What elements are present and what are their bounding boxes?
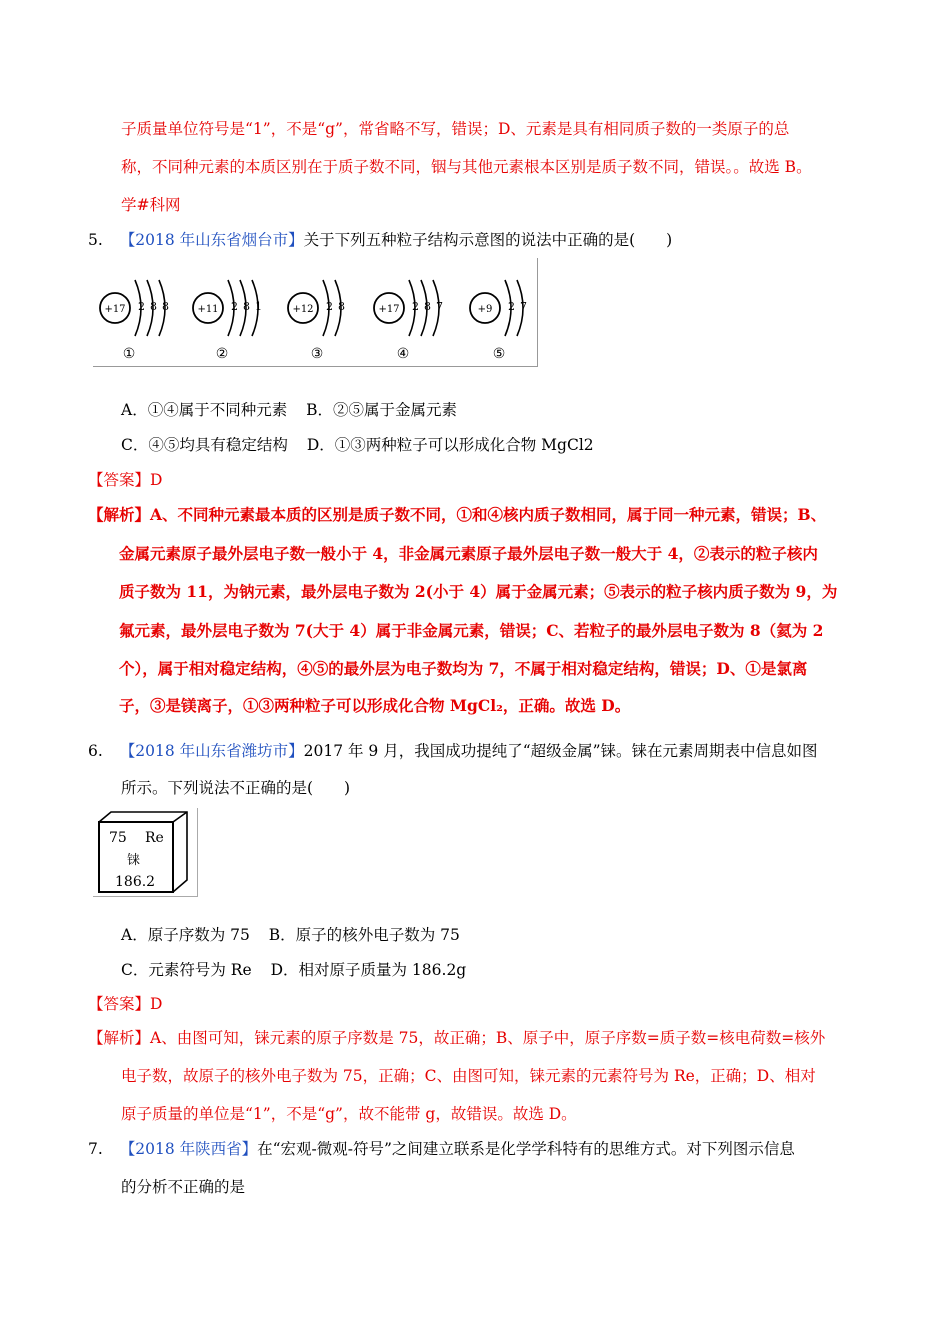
q5-analysis-line-1: 【解析】A、不同种元素最本质的区别是质子数不同，①和④核内质子数相同，属于同一种元素，错误；B、 <box>88 505 827 524</box>
q6-analysis-line-2: 电子数，故原子的核外电子数为 75，正确；C、由图可知，铼元素的元素符号为 Re，正确；D、相对 <box>121 1067 816 1085</box>
particle-label: ⑤ <box>492 346 506 362</box>
q5-options-row-2 <box>121 433 594 455</box>
nucleus-charge: +9 <box>477 304 493 315</box>
question-7 <box>88 1137 795 1159</box>
question-7-stem-2: 的分析不正确的是 <box>121 1178 246 1196</box>
option-c: C．元素符号为 Re <box>121 961 252 979</box>
particle-2 <box>193 280 262 362</box>
particle-label: ① <box>122 346 136 362</box>
particle-5 <box>470 280 527 362</box>
element-name: 铼 <box>127 853 141 868</box>
q6-analysis-line-1: 【解析】A、由图可知，铼元素的原子序数是 75，故正确；B、原子中，原子序数=质子数=核电荷数=核外 <box>88 1029 826 1047</box>
analysis-label: 【解析】 <box>88 505 151 524</box>
electron-count: 2 <box>326 300 333 313</box>
nucleus-charge: +11 <box>197 304 219 315</box>
q5-answer: 【答案】D <box>88 471 163 489</box>
question-number: 7. <box>88 1140 103 1158</box>
atomic-number: 75 <box>109 830 127 846</box>
electron-count: 1 <box>255 300 262 313</box>
option-c: C．④⑤均具有稳定结构 <box>121 436 288 454</box>
q5-analysis-line-5: 个），属于相对稳定结构，④⑤的最外层为电子数均为 7，不属于相对稳定结构，错误；D、①是氯离 <box>119 659 808 678</box>
electron-count: 8 <box>338 300 345 313</box>
particle-4 <box>374 280 443 362</box>
particle-structure-diagram <box>93 258 538 367</box>
atomic-mass: 186.2 <box>115 874 156 890</box>
particle-label: ③ <box>310 346 324 362</box>
q5-analysis-line-4: 氟元素，最外层电子数为 7(大于 4）属于非金属元素，错误；C、若粒子的最外层电子数为 8（氦为 2 <box>119 621 824 640</box>
particle-3 <box>288 280 345 362</box>
electron-count: 8 <box>150 300 157 313</box>
option-d: D．①③两种粒子可以形成化合物 MgCl2 <box>306 436 594 454</box>
question-6-stem-2: 所示。下列说法不正确的是( ) <box>121 779 351 797</box>
option-b: B．原子的核外电子数为 75 <box>268 926 460 944</box>
element-symbol: Re <box>145 830 164 846</box>
question-number: 5. <box>88 231 103 249</box>
electron-count: 2 <box>138 300 145 313</box>
particle-label: ② <box>215 346 229 362</box>
nucleus-charge: +17 <box>104 304 126 315</box>
question-stem: 2017 年 9 月，我国成功提纯了“超级金属”铼。铼在元素周期表中信息如图 <box>303 742 818 760</box>
question-source: 【2018 年陕西省】 <box>119 1140 258 1158</box>
electron-count: 2 <box>412 300 419 313</box>
electron-count: 8 <box>162 300 169 313</box>
electron-count: 2 <box>231 300 238 313</box>
electron-count: 8 <box>243 300 250 313</box>
analysis-label: 【解析】 <box>88 1029 151 1047</box>
question-6 <box>88 739 818 761</box>
option-b: B．②⑤属于金属元素 <box>306 401 458 419</box>
q5-analysis-line-3: 质子数为 11，为钠元素，最外层电子数为 2(小于 4）属于金属元素；⑤表示的粒子核内质子数为 9，为 <box>119 582 838 601</box>
particle-1 <box>100 280 169 362</box>
question-source: 【2018 年山东省烟台市】 <box>119 231 304 249</box>
q6-analysis-line-3: 原子质量的单位是“1”，不是“g”，故不能带 g，故错误。故选 D。 <box>121 1105 577 1123</box>
q5-analysis-line-2: 金属元素原子最外层电子数一般小于 4，非金属元素原子最外层电子数一般大于 4，②表示的粒子核内 <box>119 544 818 563</box>
electron-count: 2 <box>508 300 515 313</box>
q5-options-row-1 <box>121 398 457 420</box>
prev-analysis-line-1: 子质量单位符号是“1”，不是“g”，常省略不写，错误；D、元素是具有相同质子数的一类原子的总 <box>121 120 790 138</box>
q5-analysis-line-6: 子，③是镁离子，①③两种粒子可以形成化合物 MgCl₂，正确。故选 D。 <box>119 696 631 715</box>
q6-options-row-1 <box>121 923 460 945</box>
question-number: 6. <box>88 742 103 760</box>
particle-label: ④ <box>396 346 410 362</box>
prev-analysis-line-2: 称，不同种元素的本质区别在于质子数不同，铟与其他元素根本区别是质子数不同，错误。。故选 B。 <box>121 158 812 176</box>
electron-count: 7 <box>436 300 443 313</box>
question-stem: 关于下列五种粒子结构示意图的说法中正确的是( ) <box>303 231 673 249</box>
nucleus-charge: +12 <box>292 304 314 315</box>
periodic-table-cell-re <box>93 808 198 897</box>
option-a: A．原子序数为 75 <box>121 926 250 944</box>
prev-analysis-line-3: 学#科网 <box>121 196 181 214</box>
option-d: D．相对原子质量为 186.2g <box>270 961 467 979</box>
question-source: 【2018 年山东省潍坊市】 <box>119 742 304 760</box>
question-5 <box>88 228 672 250</box>
nucleus-charge: +17 <box>378 304 400 315</box>
electron-count: 8 <box>424 300 431 313</box>
option-a: A．①④属于不同种元素 <box>121 401 288 419</box>
q6-answer: 【答案】D <box>88 995 163 1013</box>
electron-count: 7 <box>520 300 527 313</box>
q6-options-row-2 <box>121 958 466 980</box>
question-stem: 在“宏观-微观-符号”之间建立联系是化学学科特有的思维方式。对下列图示信息 <box>257 1140 795 1158</box>
